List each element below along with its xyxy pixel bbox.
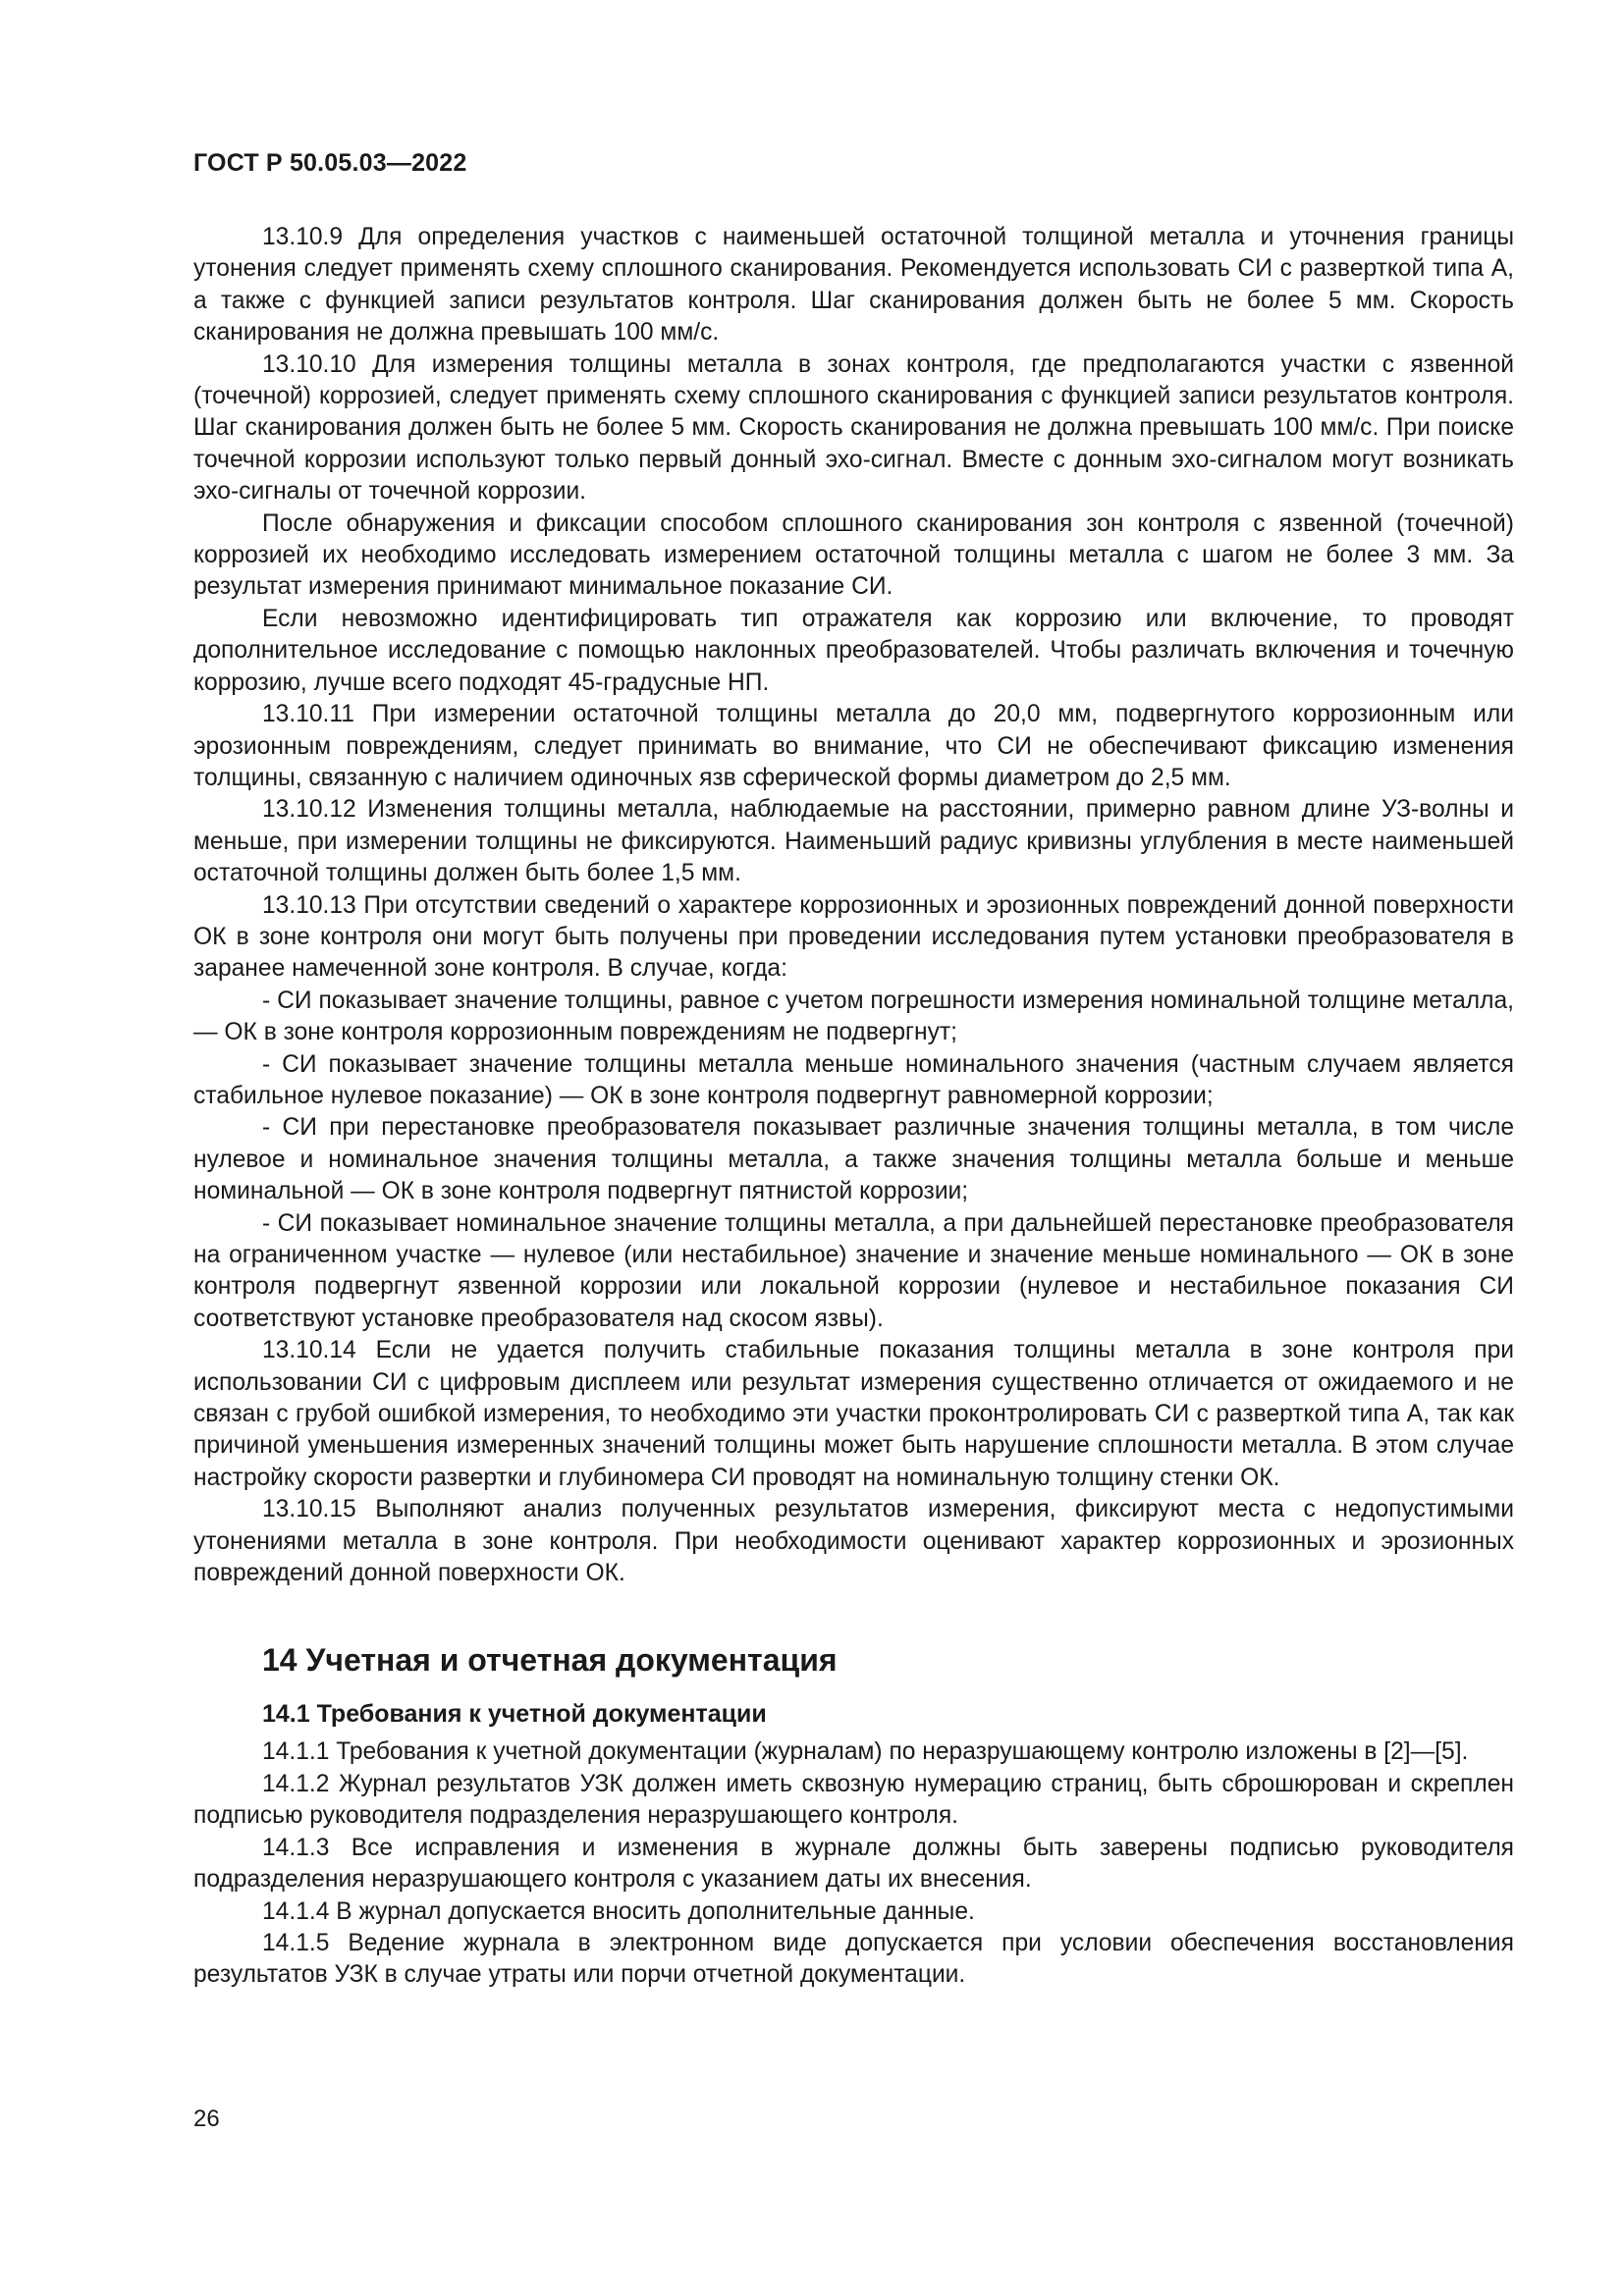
paragraph-after-detection: После обнаружения и фиксации способом сплошного сканирования зон контроля с язвенной (точечной) коррозией их необходимо исследовать измерением остаточной толщины металла с шагом не более 3 мм. За результат измерения принимают минимальное показание СИ.: [193, 509, 1514, 601]
paragraph-14-1-3: 14.1.3 Все исправления и изменения в журнале должны быть заверены подписью руководителя подразделения неразрушающего контроля с указанием даты их внесения.: [193, 1834, 1514, 1894]
document-body: [193, 222, 1514, 1992]
paragraph-13-10-9: 13.10.9 Для определения участков с наименьшей остаточной толщиной металла и уточнения границы утонения следует применять схему сплошного сканирования. Рекомендуется использовать СИ с разверткой типа А, а также с функцией записи результатов контроля. Шаг сканирования должен быть не более 5 мм. Скорость сканирования не должна превышать 100 мм/с.: [193, 224, 1514, 347]
list-item-spot-corrosion: - СИ при перестановке преобразователя показывает различные значения толщины металла, в том числе нулевое и номинальное значения толщины металла, а также значения толщины металла больше и меньше номинальной — ОК в зоне контроля подвергнут пятнистой коррозии;: [193, 1114, 1514, 1205]
paragraph-13-10-12: 13.10.12 Изменения толщины металла, наблюдаемые на расстоянии, примерно равном длине УЗ-волны и меньше, при измерении толщины не фиксируются. Наименьший радиус кривизны углубления в месте наименьшей остаточной толщины должен быть более 1,5 мм.: [193, 796, 1514, 887]
list-item-pitting-corrosion: - СИ показывает номинальное значение толщины металла, а при дальнейшей перестановке преобразователя на ограниченном участке — нулевое (или нестабильное) значение и значение меньше номинального — ОК в зоне контроля подвергнут язвенной коррозии или локальной коррозии (нулевое и нестабильное показания СИ соответствуют установке преобразователя над скосом язвы).: [193, 1209, 1514, 1332]
paragraph-14-1-1: 14.1.1 Требования к учетной документации (журналам) по неразрушающему контролю изложены в [2]—[5].: [262, 1738, 1469, 1766]
paragraph-14-1-2: 14.1.2 Журнал результатов УЗК должен иметь сквозную нумерацию страниц, быть сброшюрован и скреплен подписью руководителя подразделения неразрушающего контроля.: [193, 1770, 1514, 1830]
page-number: 26: [193, 2106, 220, 2132]
paragraph-13-10-14: 13.10.14 Если не удается получить стабильные показания толщины металла в зоне контроля при использовании СИ с цифровым дисплеем или результат измерения существенно отличается от ожидаемого и не связан с грубой ошибкой измерения, то необходимо эти участки проконтролировать СИ с разверткой типа А, так как причиной уменьшения измеренных значений толщины может быть нарушение сплошности металла. В этом случае настройку скорости развертки и глубиномера СИ проводят на номинальную толщину стенки ОК.: [193, 1337, 1514, 1491]
section-title: 14 Учетная и отчетная документация: [262, 1642, 838, 1679]
list-item-nominal-thickness: - СИ показывает значение толщины, равное с учетом погрешности измерения номинальной толщине металла, — ОК в зоне контроля коррозионным повреждениям не подвергнут;: [193, 987, 1514, 1046]
list-item-uniform-corrosion: - СИ показывает значение толщины металла меньше номинального значения (частным случаем является стабильное нулевое показание) — ОК в зоне контроля подвергнут равномерной коррозии;: [193, 1050, 1514, 1109]
paragraph-14-1-4: 14.1.4 В журнал допускается вносить дополнительные данные.: [262, 1897, 975, 1925]
paragraph-13-10-13: 13.10.13 При отсутствии сведений о характере коррозионных и эрозионных повреждений донной поверхности ОК в зоне контроля они могут быть получены при проведении исследования путем установки преобразователя в заранее намеченной зоне контроля. В случае, когда:: [193, 891, 1514, 983]
document-code-header: ГОСТ Р 50.05.03—2022: [193, 149, 467, 177]
subsection-title: 14.1 Требования к учетной документации: [262, 1700, 767, 1729]
paragraph-13-10-10: 13.10.10 Для измерения толщины металла в зонах контроля, где предполагаются участки с язвенной (точечной) коррозией, следует применять схему сплошного сканирования с функцией записи результатов контроля. Шаг сканирования должен быть не более 5 мм. Скорость сканирования не должна превышать 100 мм/с. При поиске точечной коррозии используют только первый донный эхо-сигнал. Вместе с донным эхо-сигналом могут возникать эхо-сигналы от точечной коррозии.: [193, 350, 1514, 506]
paragraph-13-10-11: 13.10.11 При измерении остаточной толщины металла до 20,0 мм, подвергнутого коррозионным или эрозионным повреждениям, следует принимать во внимание, что СИ не обеспечивают фиксацию изменения толщины, связанную с наличием одиночных язв сферической формы диаметром до 2,5 мм.: [193, 701, 1514, 791]
paragraph-reflector-type: Если невозможно идентифицировать тип отражателя как коррозию или включение, то проводят дополнительное исследование с помощью наклонных преобразователей. Чтобы различать включения и точечную коррозию, лучше всего подходят 45-градусные НП.: [193, 605, 1514, 696]
paragraph-14-1-5: 14.1.5 Ведение журнала в электронном виде допускается при условии обеспечения восстановления результатов УЗК в случае утраты или порчи отчетной документации.: [193, 1929, 1514, 1989]
paragraph-13-10-15: 13.10.15 Выполняют анализ полученных результатов измерения, фиксируют места с недопустимыми утонениями металла в зоне контроля. При необходимости оценивают характер коррозионных и эрозионных повреждений донной поверхности ОК.: [193, 1496, 1514, 1587]
